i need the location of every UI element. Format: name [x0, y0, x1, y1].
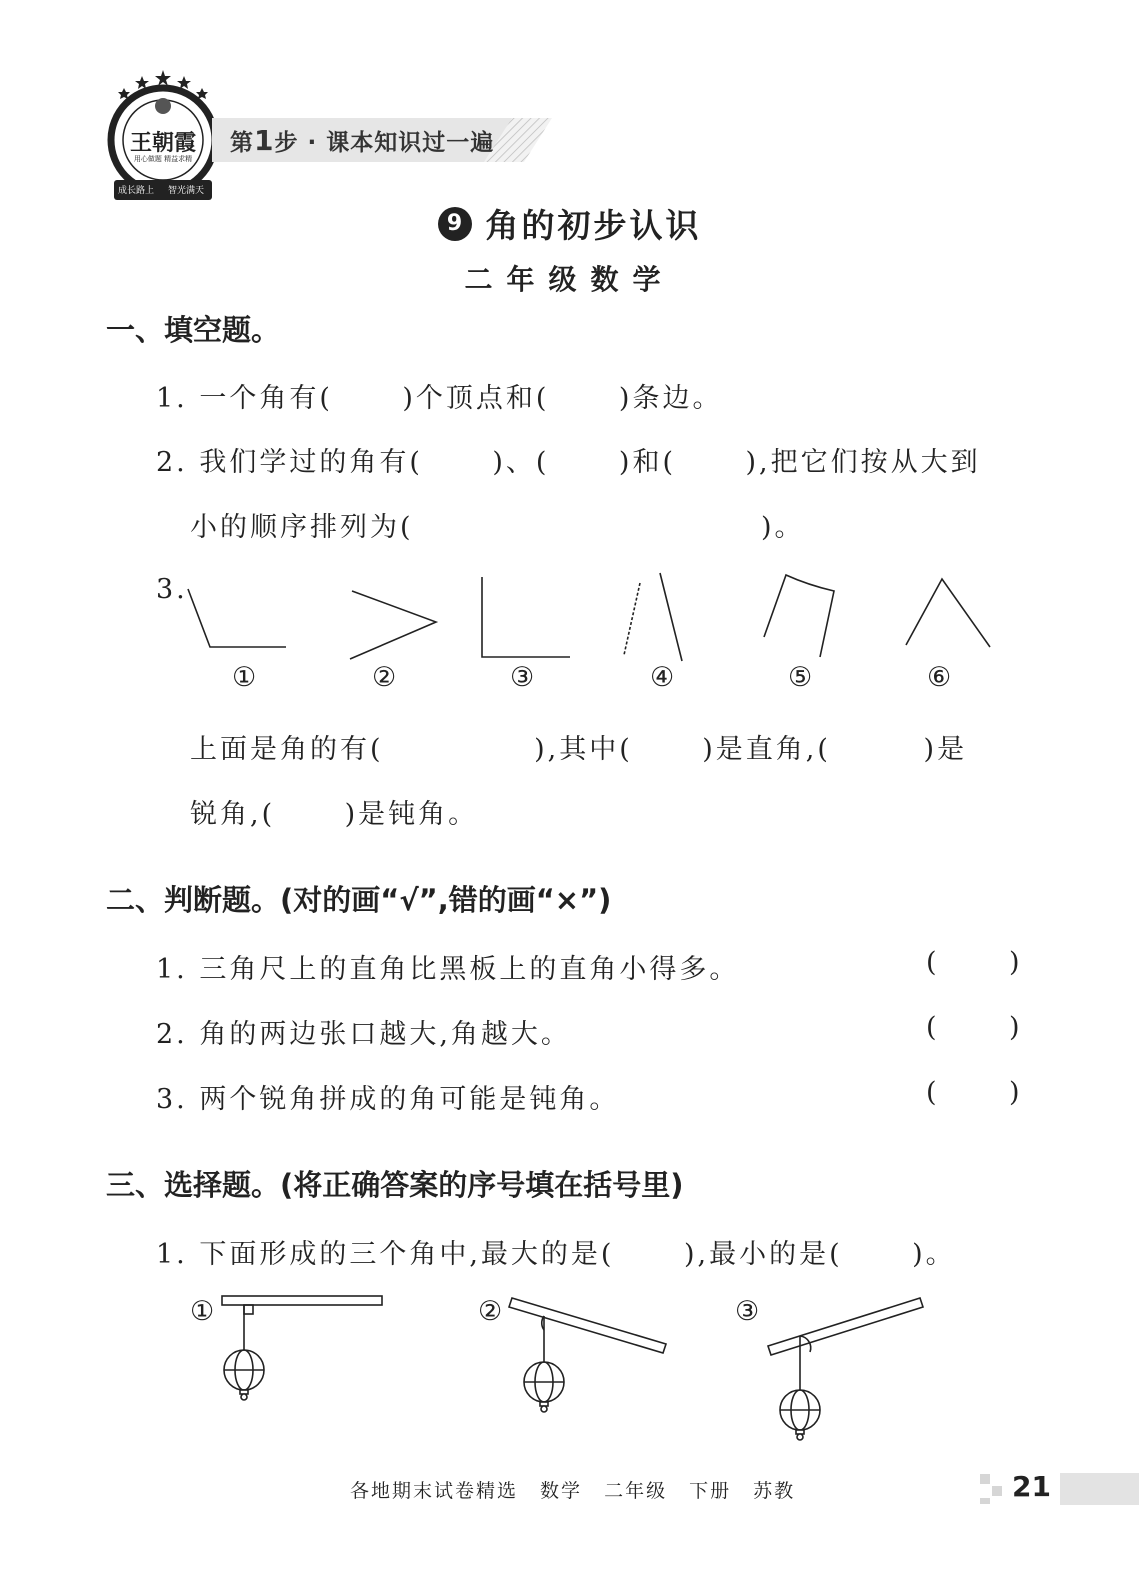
angle-figure-2: [350, 591, 436, 659]
choice-figure-label-2: ②: [478, 1296, 503, 1327]
logo-name: 王朝霞: [129, 130, 196, 156]
lesson-number-badge: 9: [438, 207, 472, 241]
lantern-figure-2: [509, 1298, 666, 1412]
section2-title: 二、判断题。(对的画“√”,错的画“×”): [106, 883, 612, 917]
question-1-3-line1: 上面是角的有( ),其中( )是直角,( )是: [190, 734, 968, 765]
judge-item-3: 3. 两个锐角拼成的角可能是钝角。: [156, 1084, 620, 1115]
angle-figure-5: [764, 575, 834, 657]
judge-answer-1[interactable]: ( ): [926, 947, 1023, 978]
judge-item-2: 2. 角的两边张口越大,角越大。: [156, 1019, 571, 1050]
step-number: 1: [254, 124, 275, 157]
question-1-2-line1: 2. 我们学过的角有( )、( )和( ),把它们按从大到: [156, 447, 981, 478]
choice-question-1: 1. 下面形成的三个角中,最大的是( ),最小的是( )。: [156, 1239, 956, 1270]
lantern-figures: [210, 1290, 940, 1450]
page-number: 21: [1012, 1470, 1051, 1503]
step-prefix: 第: [230, 130, 254, 156]
question-1-2-line2: 小的顺序排列为( )。: [190, 512, 805, 543]
footer-bar: [1060, 1473, 1139, 1505]
question-1-1: 1. 一个角有( )个顶点和( )条边。: [156, 383, 723, 414]
angle-figures: [180, 565, 1020, 665]
figure-label-6: ⑥: [927, 662, 952, 693]
step-suffix: 步 · 课本知识过一遍: [274, 130, 495, 156]
angle-figure-6: [906, 579, 990, 647]
angle-figure-3: [482, 577, 570, 657]
choice-figure-label-3: ③: [735, 1296, 760, 1327]
subtitle: 二年级数学: [464, 263, 675, 296]
section3-title: 三、选择题。(将正确答案的序号填在括号里): [106, 1168, 684, 1202]
angle-figure-4a: [624, 583, 640, 655]
figure-label-5: ⑤: [788, 662, 813, 693]
angle-figure-4b: [660, 573, 682, 661]
footer-decoration: [980, 1498, 990, 1504]
judge-item-1: 1. 三角尺上的直角比黑板上的直角小得多。: [156, 954, 740, 985]
lesson-title: 角的初步认识: [485, 206, 702, 245]
figure-label-3: ③: [510, 662, 535, 693]
section1-title: 一、填空题。: [106, 313, 281, 347]
logo-motto-right: 智光满天: [168, 186, 205, 196]
lantern-figure-3: [768, 1298, 923, 1440]
judge-answer-2[interactable]: ( ): [926, 1012, 1023, 1043]
publisher-logo: [104, 68, 222, 208]
angle-figure-1: [188, 589, 286, 647]
question-1-3-number: 3.: [156, 574, 188, 605]
page-title: [0, 200, 1139, 247]
figure-label-1: ①: [232, 662, 257, 693]
logo-small-text: 用心做题 精益求精: [133, 155, 193, 163]
step-label: [230, 124, 494, 157]
judge-answer-3[interactable]: ( ): [926, 1077, 1023, 1108]
footer-book-info: 各地期末试卷精选 数学 二年级 下册 苏教: [350, 1480, 796, 1502]
figure-label-4: ④: [650, 662, 675, 693]
question-1-3-line2: 锐角,( )是钝角。: [190, 799, 479, 830]
footer-decoration: [992, 1486, 1002, 1496]
lantern-figure-1: [222, 1296, 382, 1400]
figure-label-2: ②: [372, 662, 397, 693]
choice-figure-label-1: ①: [190, 1296, 215, 1327]
logo-motto-left: 成长路上: [118, 186, 155, 196]
footer-decoration: [980, 1474, 990, 1484]
